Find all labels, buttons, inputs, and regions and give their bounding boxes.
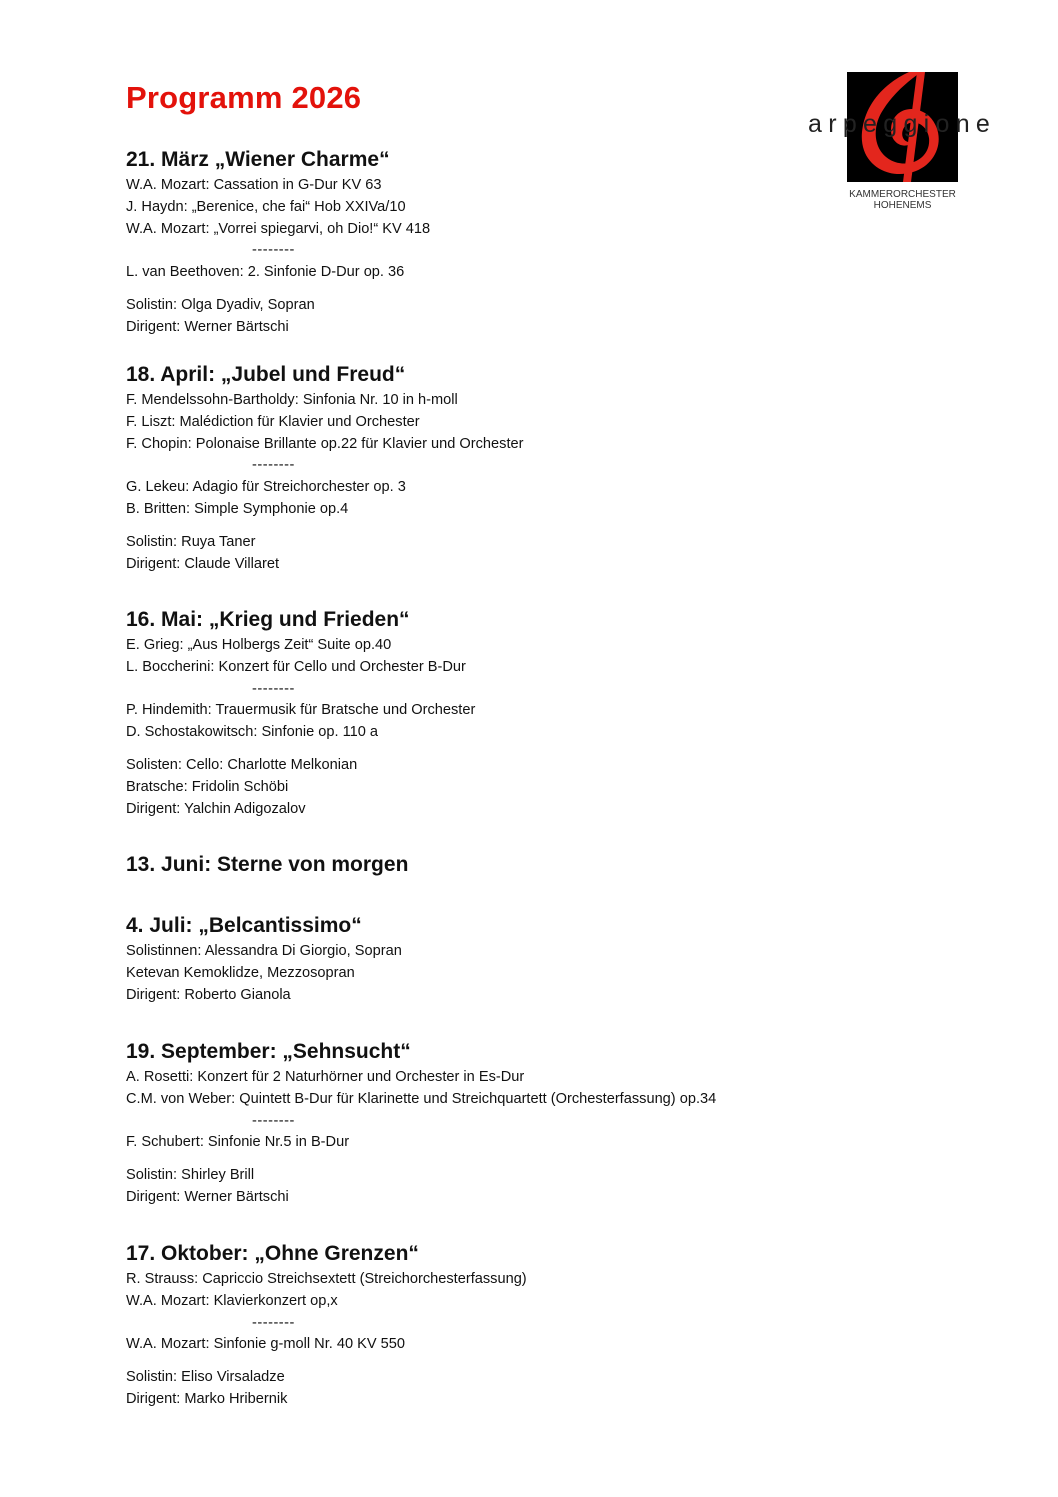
program-work: Ketevan Kemoklidze, Mezzosopran bbox=[126, 964, 355, 981]
program-work: C.M. von Weber: Quintett B-Dur für Klarinette und Streichquartett (Orchesterfassung) op.34 bbox=[126, 1090, 717, 1107]
program-work: L. Boccherini: Konzert für Cello und Orchester B-Dur bbox=[126, 658, 466, 675]
performer-line: Dirigent: Werner Bärtschi bbox=[126, 1188, 289, 1205]
logo-wordmark: arpeggione bbox=[808, 110, 997, 138]
intermission-separator: -------- bbox=[252, 1314, 295, 1331]
performer-credits bbox=[126, 755, 475, 820]
program-work: F. Mendelssohn-Bartholdy: Sinfonia Nr. 10 in h-moll bbox=[126, 392, 458, 408]
intermission-separator: -------- bbox=[252, 242, 295, 259]
logo-subtitle-line: KAMMERORCHESTER bbox=[849, 189, 956, 200]
performer-line: Solistin: Ruya Taner bbox=[126, 533, 256, 550]
program-work: G. Lekeu: Adagio für Streichorchester op. 3 bbox=[126, 479, 406, 496]
intermission-separator: -------- bbox=[252, 1112, 295, 1129]
intermission-separator: -------- bbox=[252, 457, 295, 474]
program-work: E. Grieg: „Aus Holbergs Zeit“ Suite op.40 bbox=[126, 637, 392, 653]
concert-section bbox=[126, 362, 524, 575]
concert-section bbox=[126, 852, 408, 880]
performer-line: Solistin: Eliso Virsaladze bbox=[126, 1369, 285, 1386]
concert-heading: 21. März „Wiener Charme“ bbox=[126, 148, 390, 171]
program-work: W.A. Mozart: Sinfonie g-moll Nr. 40 KV 550 bbox=[126, 1336, 406, 1353]
concert-section bbox=[126, 913, 402, 1006]
program-work: W.A. Mozart: Cassation in G-Dur KV 63 bbox=[126, 177, 382, 193]
program-work: R. Strauss: Capriccio Streichsextett (Streichorchesterfassung) bbox=[126, 1271, 527, 1287]
concert-section bbox=[126, 147, 430, 339]
program-work: F. Schubert: Sinfonie Nr.5 in B-Dur bbox=[126, 1134, 350, 1151]
concert-section bbox=[126, 1241, 527, 1411]
performer-line: Dirigent: Claude Villaret bbox=[126, 555, 280, 572]
performer-line: Solistin: Shirley Brill bbox=[126, 1167, 255, 1184]
logo-subtitle bbox=[847, 189, 958, 211]
program-work: Solistinnen: Alessandra Di Giorgio, Sopran bbox=[126, 943, 402, 959]
page-title: Programm 2026 bbox=[126, 80, 362, 115]
program-work: Dirigent: Roberto Gianola bbox=[126, 986, 291, 1003]
performer-line: Dirigent: Marko Hribernik bbox=[126, 1390, 288, 1407]
performer-credits bbox=[126, 1165, 716, 1209]
logo-subtitle-line: HOHENEMS bbox=[873, 200, 932, 211]
concert-heading: 16. Mai: „Krieg und Frieden“ bbox=[126, 608, 410, 631]
concert-heading: 13. Juni: Sterne von morgen bbox=[126, 853, 409, 876]
intermission-separator: -------- bbox=[252, 680, 295, 697]
program-work: L. van Beethoven: 2. Sinfonie D-Dur op. 36 bbox=[126, 264, 405, 281]
performer-line: Bratsche: Fridolin Schöbi bbox=[126, 778, 289, 795]
program-work: W.A. Mozart: „Vorrei spiegarvi, oh Dio!“ KV 418 bbox=[126, 220, 431, 237]
program-work: F. Chopin: Polonaise Brillante op.22 für Klavier und Orchester bbox=[126, 435, 524, 452]
performer-line: Solistin: Olga Dyadiv, Sopran bbox=[126, 296, 315, 313]
concert-heading: 17. Oktober: „Ohne Grenzen“ bbox=[126, 1242, 419, 1265]
program-work: F. Liszt: Malédiction für Klavier und Orchester bbox=[126, 413, 420, 430]
performer-credits bbox=[126, 295, 430, 339]
concert-heading: 4. Juli: „Belcantissimo“ bbox=[126, 914, 362, 937]
program-work: J. Haydn: „Berenice, che fai“ Hob XXIVa/10 bbox=[126, 198, 406, 215]
concert-heading: 18. April: „Jubel und Freud“ bbox=[126, 363, 406, 386]
program-work: P. Hindemith: Trauermusik für Bratsche und Orchester bbox=[126, 702, 476, 719]
concert-section bbox=[126, 607, 475, 820]
performer-credits bbox=[126, 532, 524, 576]
concert-section bbox=[126, 1039, 716, 1209]
program-work: W.A. Mozart: Klavierkonzert op,x bbox=[126, 1292, 338, 1309]
performer-line: Dirigent: Yalchin Adigozalov bbox=[126, 800, 306, 817]
performer-line: Dirigent: Werner Bärtschi bbox=[126, 318, 289, 335]
program-work: B. Britten: Simple Symphonie op.4 bbox=[126, 500, 349, 517]
arpeggione-logo bbox=[808, 72, 1008, 217]
performer-credits bbox=[126, 1367, 527, 1411]
program-work: D. Schostakowitsch: Sinfonie op. 110 a bbox=[126, 724, 379, 741]
program-work: A. Rosetti: Konzert für 2 Naturhörner und Orchester in Es-Dur bbox=[126, 1069, 525, 1085]
performer-line: Solisten: Cello: Charlotte Melkonian bbox=[126, 756, 358, 773]
concert-heading: 19. September: „Sehnsucht“ bbox=[126, 1040, 411, 1063]
